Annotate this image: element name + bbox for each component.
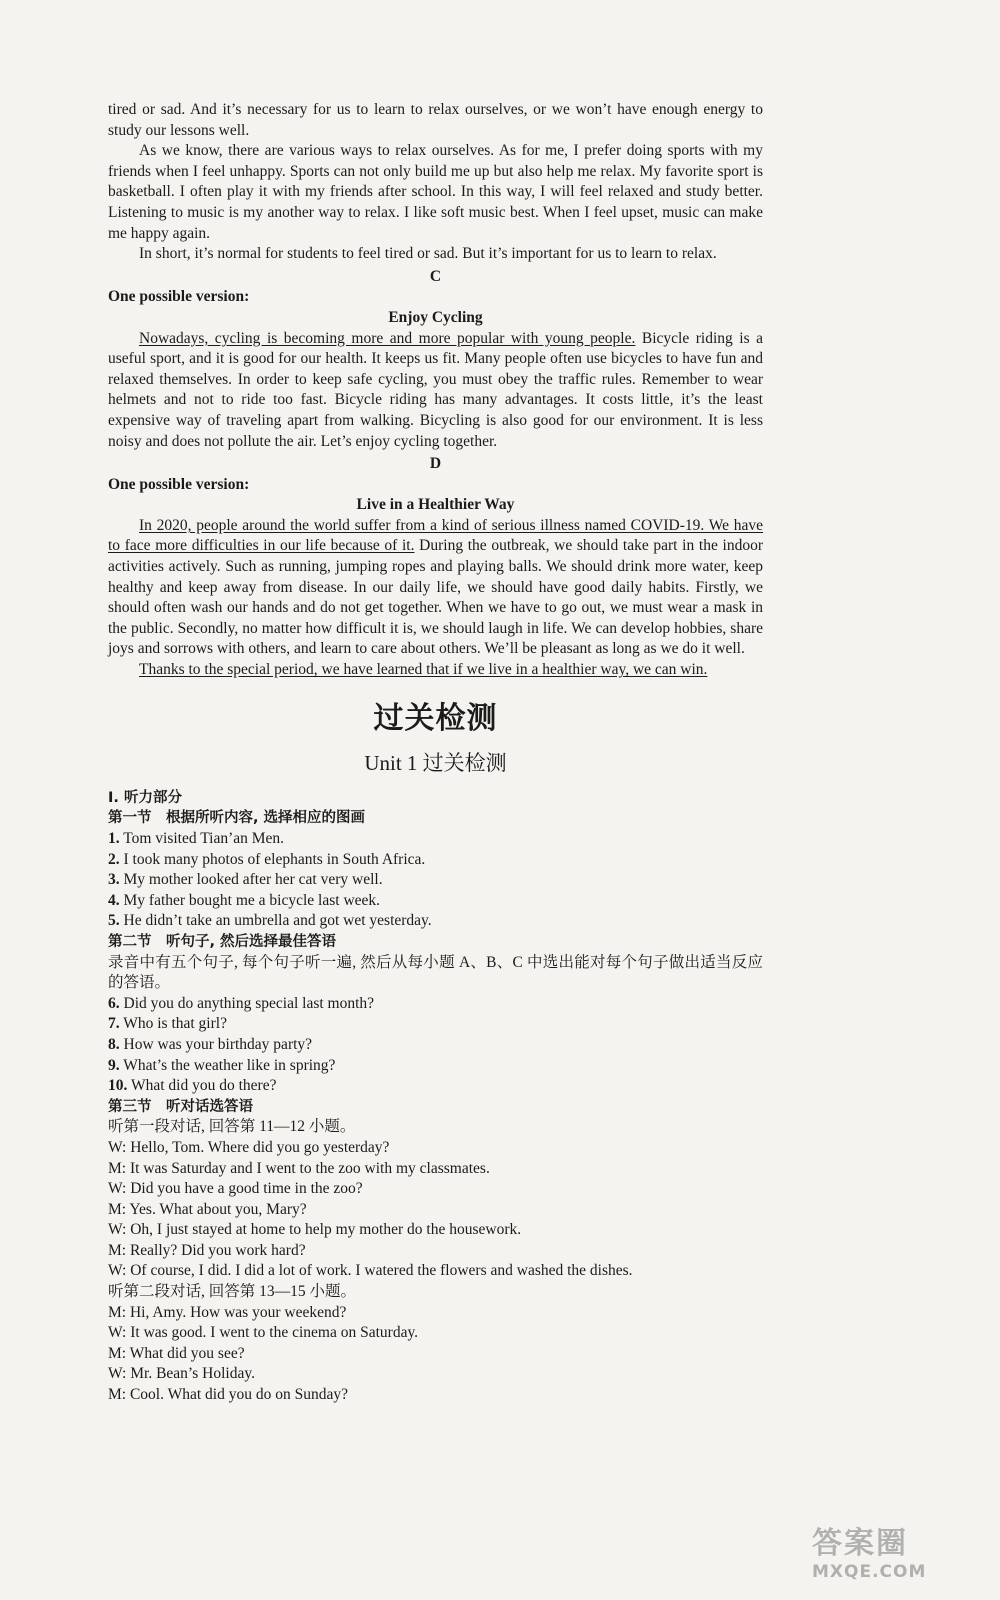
dialog2-intro: 听第二段对话, 回答第 13—15 小题。	[108, 1283, 357, 1301]
question-text: How was your birthday party?	[119, 1035, 313, 1053]
essay-d-body: During the outbreak, we should take part in the indoor activities actively. Such as running, jumping ropes and playing balls. We should drink more water, keep healthy and keep away from disease. In our daily life, we should have good daily habits. Firstly, we should often wash our hands and do not get together. When we have to go out, we must wear a mask in the public. Secondly, no matter how difficult it is, we should laugh in life. We can develop hobbies, share joys and sorrows with others, and learn to care about others. We’ll be pleasant as long as we do it well.	[108, 537, 763, 658]
listening-section	[108, 788, 763, 1406]
section2-heading: 第二节 听句子, 然后选择最佳答语	[108, 933, 337, 950]
essay-c-letter: C	[429, 267, 442, 285]
dialog-line: M: Hi, Amy. How was your weekend?	[108, 1303, 347, 1321]
essay-b-paragraph-2: As we know, there are various ways to relax ourselves. As for me, I prefer doing sports with my friends when I feel unhappy. Sports can not only build me up but also help me relax. My favorite sport is basketball. I often play it with my friends after school. In this way, I will feel relaxed and study better. Listening to music is my another way to relax. I like soft music best. When I feel upset, music can make me happy again.	[108, 142, 763, 242]
section-title: 过关检测	[373, 700, 498, 736]
section1-heading: 第一节 根据所听内容, 选择相应的图画	[108, 810, 366, 827]
watermark-cn: 答案圈	[812, 1526, 908, 1561]
essay-d-letter: D	[429, 455, 442, 473]
question-text: What’s the weather like in spring?	[119, 1056, 336, 1074]
section2-list	[108, 994, 763, 1097]
section1-item	[108, 850, 763, 871]
question-number: 5.	[108, 912, 120, 930]
dialog-line: W: Hello, Tom. Where did you go yesterday?	[108, 1138, 390, 1156]
essay-c-title: Enjoy Cycling	[388, 308, 483, 326]
essay-b-paragraph-3: In short, it’s normal for students to feel tired or sad. But it’s important for us to learn to relax.	[139, 245, 717, 263]
essay-c-body: Bicycle riding is a useful sport, and it is good for our health. It keeps us fit. Many people often use bicycles to have fun and relaxed themselves. In order to keep safe cycling, you must obey the traffic rules. Remember to wear helmets and not to ride too fast. Bicycle riding has many advantages. It costs little, it’s the least expensive way of traveling apart from walking. Bicycling is also good for our environment. It is less noisy and does not pollute the air. Let’s enjoy cycling together.	[108, 329, 763, 450]
part-heading: Ⅰ. 听力部分	[108, 789, 182, 806]
unit-title: Unit 1 过关检测	[364, 751, 507, 776]
section1-item	[108, 829, 763, 850]
essay-c-paragraph	[108, 329, 763, 453]
dialog-line: W: Did you have a good time in the zoo?	[108, 1180, 363, 1198]
dialog-line: M: Yes. What about you, Mary?	[108, 1200, 307, 1218]
section1-item	[108, 891, 763, 912]
essay-d-closing-underlined: Thanks to the special period, we have learned that if we live in a healthier way, we can win.	[139, 661, 708, 679]
section2-item	[108, 1035, 763, 1056]
question-text: Who is that girl?	[119, 1015, 227, 1033]
question-number: 9.	[108, 1056, 120, 1074]
question-number: 4.	[108, 891, 120, 909]
essay-d-underlined-sentence: In 2020, people around the world suffer from a kind of serious illness named COVID-19. We have to face more difficulties in our life because of it.	[108, 516, 763, 555]
dialog2-list	[108, 1303, 763, 1406]
question-number: 1.	[108, 830, 120, 847]
dialog-line: M: Cool. What did you do on Sunday?	[108, 1386, 348, 1404]
section2-item	[108, 1056, 763, 1077]
question-text: I took many photos of elephants in South Africa.	[119, 850, 426, 868]
essay-d-label: One possible version:	[108, 475, 250, 493]
dialog-line: M: What did you see?	[108, 1344, 245, 1362]
dialog-line: W: Mr. Bean’s Holiday.	[108, 1365, 255, 1383]
dialog-line: W: It was good. I went to the cinema on Saturday.	[108, 1324, 419, 1342]
dialog-line: M: Really? Did you work hard?	[108, 1241, 306, 1259]
section2-instruction: 录音中有五个句子, 每个句子听一遍, 然后从每小题 A、B、C 中选出能对每个句子做出适当反应的答语。	[108, 953, 763, 992]
watermark-en: MXQE.COM	[812, 1562, 927, 1582]
question-text: He didn’t take an umbrella and got wet yesterday.	[119, 912, 432, 930]
section1-item	[108, 911, 763, 932]
essay-d-closing	[108, 660, 763, 681]
question-text: My father bought me a bicycle last week.	[119, 891, 381, 909]
question-number: 3.	[108, 871, 120, 889]
section2-item	[108, 1014, 763, 1035]
dialog-line: M: It was Saturday and I went to the zoo with my classmates.	[108, 1159, 490, 1177]
essay-b-paragraph-1: tired or sad. And it’s necessary for us to learn to relax ourselves, or we won’t have enough energy to study our lessons well.	[108, 101, 763, 139]
question-text: Did you do anything special last month?	[119, 994, 375, 1012]
section3-heading: 第三节 听对话选答语	[108, 1098, 253, 1115]
question-number: 7.	[108, 1015, 120, 1033]
essay-c-underlined-sentence: Nowadays, cycling is becoming more and more popular with young people.	[139, 329, 636, 347]
dialog1-intro: 听第一段对话, 回答第 11—12 小题。	[108, 1118, 356, 1136]
section2-item	[108, 1076, 763, 1097]
dialog-line: W: Of course, I did. I did a lot of work. I watered the flowers and washed the dishes.	[108, 1262, 633, 1280]
question-number: 8.	[108, 1035, 120, 1053]
dialog-line: W: Oh, I just stayed at home to help my mother do the housework.	[108, 1221, 522, 1239]
question-text: Tom visited Tian’an Men.	[119, 830, 285, 847]
essay-d-title: Live in a Healthier Way	[356, 496, 515, 514]
section1-list	[108, 829, 763, 932]
question-number: 10.	[108, 1077, 128, 1095]
watermark-logo	[812, 1518, 972, 1588]
section2-item	[108, 994, 763, 1015]
page-content	[108, 100, 763, 1406]
question-number: 2.	[108, 850, 120, 868]
essay-c-label: One possible version:	[108, 288, 250, 306]
dialog1-list	[108, 1138, 763, 1282]
question-text: What did you do there?	[127, 1077, 277, 1095]
question-number: 6.	[108, 994, 120, 1012]
essay-d-paragraph	[108, 516, 763, 660]
question-text: My mother looked after her cat very well.	[119, 871, 383, 889]
section1-item	[108, 870, 763, 891]
